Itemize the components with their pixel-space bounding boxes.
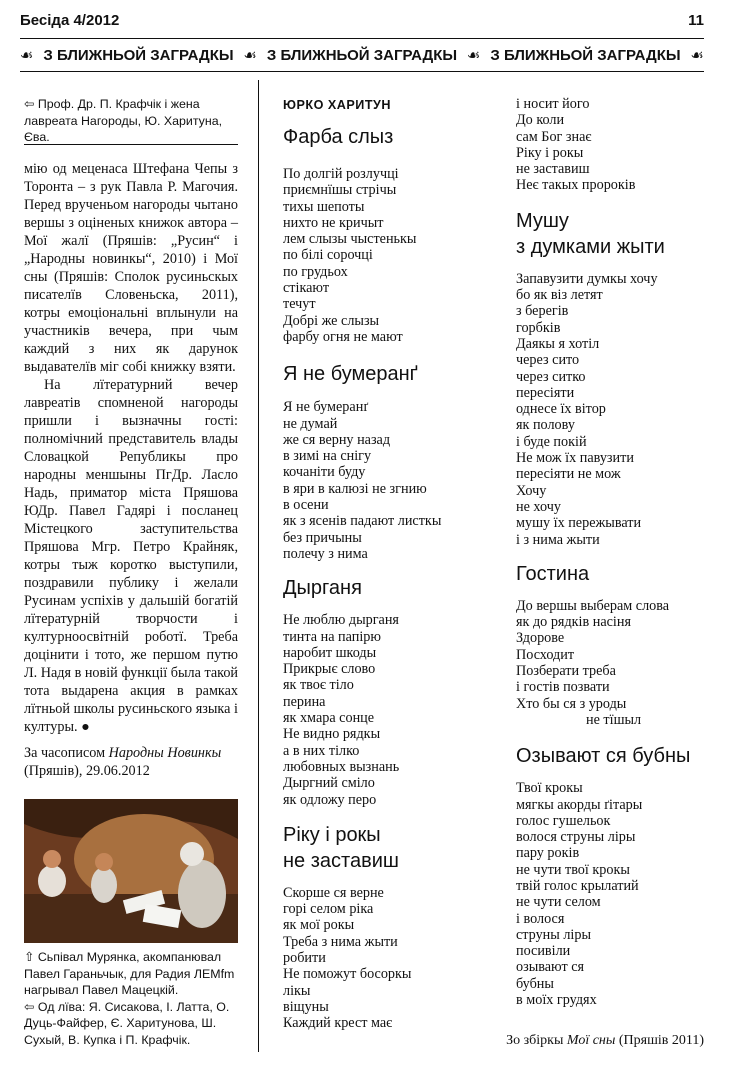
poem-line: голос гушельок xyxy=(516,812,611,829)
poem-line: Прикрыє слово xyxy=(283,661,376,678)
header-rule-top xyxy=(20,38,704,39)
section-title-1: З БЛИЖНЬОЙ ЗАГРАДКЫ xyxy=(43,46,234,64)
section-title-3: З БЛИЖНЬОЙ ЗАГРАДКЫ xyxy=(490,46,681,64)
poem-line: Неє такых пророків xyxy=(516,177,636,194)
poem-title: не заставиш xyxy=(283,849,399,872)
source-citation: За часописом Народны Новинкы (Пряшів), 29.06.2012 xyxy=(24,745,222,779)
poem-line: не чути селом xyxy=(516,894,601,911)
poem-line: бо як віз летят xyxy=(516,287,603,304)
poem-line: не тїшыл xyxy=(586,711,642,728)
poem-title: Ріку і рокы xyxy=(283,823,381,846)
poem-title: Дырганя xyxy=(283,577,362,600)
caption-separator xyxy=(24,144,238,145)
poem-line: До вершы выберам слова xyxy=(516,597,670,614)
poem-line: Я не бумеранґ xyxy=(283,399,369,416)
poem-line: Хто бы ся з уроды xyxy=(516,695,627,712)
poem-line: наробит шкоды xyxy=(283,644,377,661)
poem-line: Ріку і рокы xyxy=(516,144,584,161)
poem-line: як до рядків насіня xyxy=(516,614,631,631)
poem-line: лікы xyxy=(283,982,311,999)
page-number: 11 xyxy=(688,12,704,29)
poem-line: Хочу xyxy=(516,482,547,499)
ornament-icon: ☙ xyxy=(243,47,257,64)
poem-line: Твої крокы xyxy=(516,780,583,797)
poem-line: Посходит xyxy=(516,646,575,663)
event-photo-image xyxy=(24,799,238,943)
poem-line: не думай xyxy=(283,415,338,432)
poem-line: в моїх грудях xyxy=(516,992,597,1009)
poem-line: приємнїшы стрічы xyxy=(283,182,397,199)
poem-line: До коли xyxy=(516,112,565,129)
poem-line: посивіли xyxy=(516,943,571,960)
poem-line: полечу з нима xyxy=(283,545,368,562)
poem-line: робити xyxy=(283,949,326,966)
photo-caption-bottom: ⇧ Сьпівал Мурянка, акомпанювал Павел Гараньчык, для Радия ЛЕМfm нагрывал Павел Мацецкій. ⇦ Од лїва: Я. Сисакова, І. Латта, О. Дуць-Файфер, Є. Харитунова, Ш. Сухый, В. Купка і П. Крафчік. xyxy=(24,950,235,1047)
poem-line: Запавузити думкы хочу xyxy=(516,270,658,287)
event-photo xyxy=(24,799,238,943)
poem-line: Каждий крест має xyxy=(283,1015,393,1032)
ornament-icon: ☙ xyxy=(467,47,481,64)
poem-line: Треба з нима жыти xyxy=(283,933,398,950)
magazine-issue: Бесіда 4/2012 xyxy=(20,12,120,29)
poem-line: в осени xyxy=(283,497,329,514)
poem-line: тинта на папірю xyxy=(283,628,381,645)
poem-line: і волося xyxy=(516,910,565,927)
article-paragraph-1: мію од меценаса Штефана Чепы з Торонта – з рук Павла Р. Магочия. Перед врученьом нагороды чытано вершы з оціненых книжок автора – Мої жалї (Пряшів: „Русин“ і „Народны новинкы“, 2010) і Мої сны (Пряшів: Сполок русиньскых писателїв Словеньска, 2011), котры емоціональні вплынули на участників вечера, при чым каждий з них як дарунок выдавателїв міг собі книжку взяти. xyxy=(24,161,238,375)
poem-line: Позберати треба xyxy=(516,663,616,680)
poem-line: нихто не кричыт xyxy=(283,214,384,231)
poem-line: як мої рокы xyxy=(283,917,355,934)
poem-line: течут xyxy=(283,296,316,313)
poem-line: же ся верну назад xyxy=(283,431,391,448)
poem-title: Мушу xyxy=(516,209,569,232)
poem-line: Не видно рядкы xyxy=(283,726,381,743)
poem-line: з берегів xyxy=(516,303,569,320)
poem-line: як полову xyxy=(516,417,575,434)
poem-line: Скорше ся верне xyxy=(283,884,384,901)
poem-title: Фарба слыз xyxy=(283,126,394,148)
poem-line: як одложу перо xyxy=(283,791,377,808)
poems-column-3 xyxy=(516,96,716,1008)
poem-line: в зимі на снігу xyxy=(283,448,372,465)
poem-line: озывают ся xyxy=(516,959,585,976)
poem-line: Не мож їх павузити xyxy=(516,450,634,467)
poem-line: як з ясенів падают листкы xyxy=(283,513,442,530)
poem-line: тихы шепоты xyxy=(283,198,365,215)
author-name: ЮРКО ХАРИТУН xyxy=(283,98,391,112)
poem-farba-slyz xyxy=(283,124,488,345)
poem-line: мушу їх пережывати xyxy=(516,515,642,532)
poem-line: по грудьох xyxy=(283,263,348,280)
poem-line: однесе їх вітор xyxy=(516,401,606,418)
poem-line: перина xyxy=(283,693,326,710)
poem-line: як хмара сонце xyxy=(283,710,375,727)
poem-line: кочаніти буду xyxy=(283,464,366,481)
poem-title: Озывают ся бубны xyxy=(516,745,691,768)
source-journal: Народны Новинкы xyxy=(108,745,222,761)
header-rule-bottom xyxy=(20,71,704,72)
poem-line: твій голос крылатий xyxy=(516,877,639,894)
poem-line: а в них тілко xyxy=(283,742,360,759)
poem-line: віщуны xyxy=(283,998,329,1015)
poem-ozyvayut xyxy=(516,743,716,1008)
poem-line: бубны xyxy=(516,975,554,992)
poem-mushu xyxy=(516,208,716,548)
poem-title: Гостина xyxy=(516,562,590,585)
section-title-2: З БЛИЖНЬОЙ ЗАГРАДКЫ xyxy=(266,46,458,64)
poem-line: горбків xyxy=(516,319,561,336)
poem-line: Даякы я хотіл xyxy=(516,335,600,352)
poem-gostyna xyxy=(516,561,716,728)
poem-line: мягкы акорды ґітары xyxy=(516,796,643,813)
poem-line: Добрі же слызы xyxy=(283,312,380,329)
poems-source: Зо збіркы Мої сны (Пряшів 2011) xyxy=(506,1033,704,1048)
poem-line: Дыргний сміло xyxy=(283,775,375,792)
poem-line: в яри в калюзі не згнию xyxy=(283,480,427,497)
poem-line: по білі сорочці xyxy=(283,247,373,264)
section-banner xyxy=(20,42,704,68)
poem-title: з думками жыти xyxy=(516,235,665,258)
poem-line: і гостів позвати xyxy=(516,679,610,696)
poem-line: струны ліры xyxy=(516,926,591,943)
article-paragraph-2: На лїтературний вечер лавреатів спомненой нагороды пришли і вызначны гості: полномічний представитель влады Словацкой Републикы про народны меншыны ПгДр. Ласло Надь, приматор міста Пряшова ЮДр. Павел Гадярі і посланец Містецкого заступительства Пряшова Мгр. Петро Крайняк, котры тыж коротко выступили, поздравили публику і желали Русинам успіхів у дальшій богатій лїтературній творчости і културноосвітній роботї. Треба доцінити і тото, же першом путю Л. Надя в новій функції была такой тота выдарена акция в рамках лїтньой школы русиньского языка і културы. ● xyxy=(24,377,238,735)
poem-line: не заставиш xyxy=(516,161,590,178)
poem-dyrganya xyxy=(283,575,488,808)
poem-line: Здорове xyxy=(516,630,565,647)
poem-line: без причыны xyxy=(283,529,362,546)
poem-line: не хочу xyxy=(516,498,561,515)
column-divider xyxy=(258,80,259,1052)
poems-column-2 xyxy=(283,98,488,1031)
poem-line: сам Бог знає xyxy=(516,128,592,145)
photo-caption-top: ⇦ Проф. Др. П. Крафчік і жена лавреата Нагороды, Ю. Харитуна, Єва. xyxy=(24,97,223,144)
poem-line: і буде покій xyxy=(516,433,587,450)
poem-line: через ситко xyxy=(516,368,586,385)
poem-ya-ne-bumerang xyxy=(283,361,488,562)
poem-line: через сито xyxy=(516,352,580,369)
poem-line: фарбу огня не мают xyxy=(283,328,403,345)
poem-line: і з нима жыти xyxy=(516,531,600,548)
poem-line: любовных вызнань xyxy=(283,758,400,775)
poem-line: горі селом ріка xyxy=(283,901,374,918)
poem-riku-i-roky xyxy=(283,822,488,1032)
poem-line: пересіяти не мож xyxy=(516,466,621,483)
poem-line: пересіяти xyxy=(516,384,575,401)
poem-line: не чути твої крокы xyxy=(516,861,630,878)
poem-line: Не поможут босоркы xyxy=(283,966,412,983)
poem-line: По долгій розлучці xyxy=(283,166,399,182)
ornament-icon: ☙ xyxy=(20,47,34,64)
article-body xyxy=(24,160,238,736)
poem-title: Я не бумеранґ xyxy=(283,363,418,386)
poem-line: як твоє тіло xyxy=(283,677,354,694)
ornament-icon: ☙ xyxy=(690,47,704,64)
poem-line: і носит його xyxy=(516,96,590,112)
poem-line: пару років xyxy=(516,845,580,862)
poem-line: Не люблю дырганя xyxy=(283,612,399,629)
poem-line: стікают xyxy=(283,280,330,297)
poem-line: лем слызы чыстенькы xyxy=(283,231,417,248)
poem-line: волося струны ліры xyxy=(516,829,636,846)
